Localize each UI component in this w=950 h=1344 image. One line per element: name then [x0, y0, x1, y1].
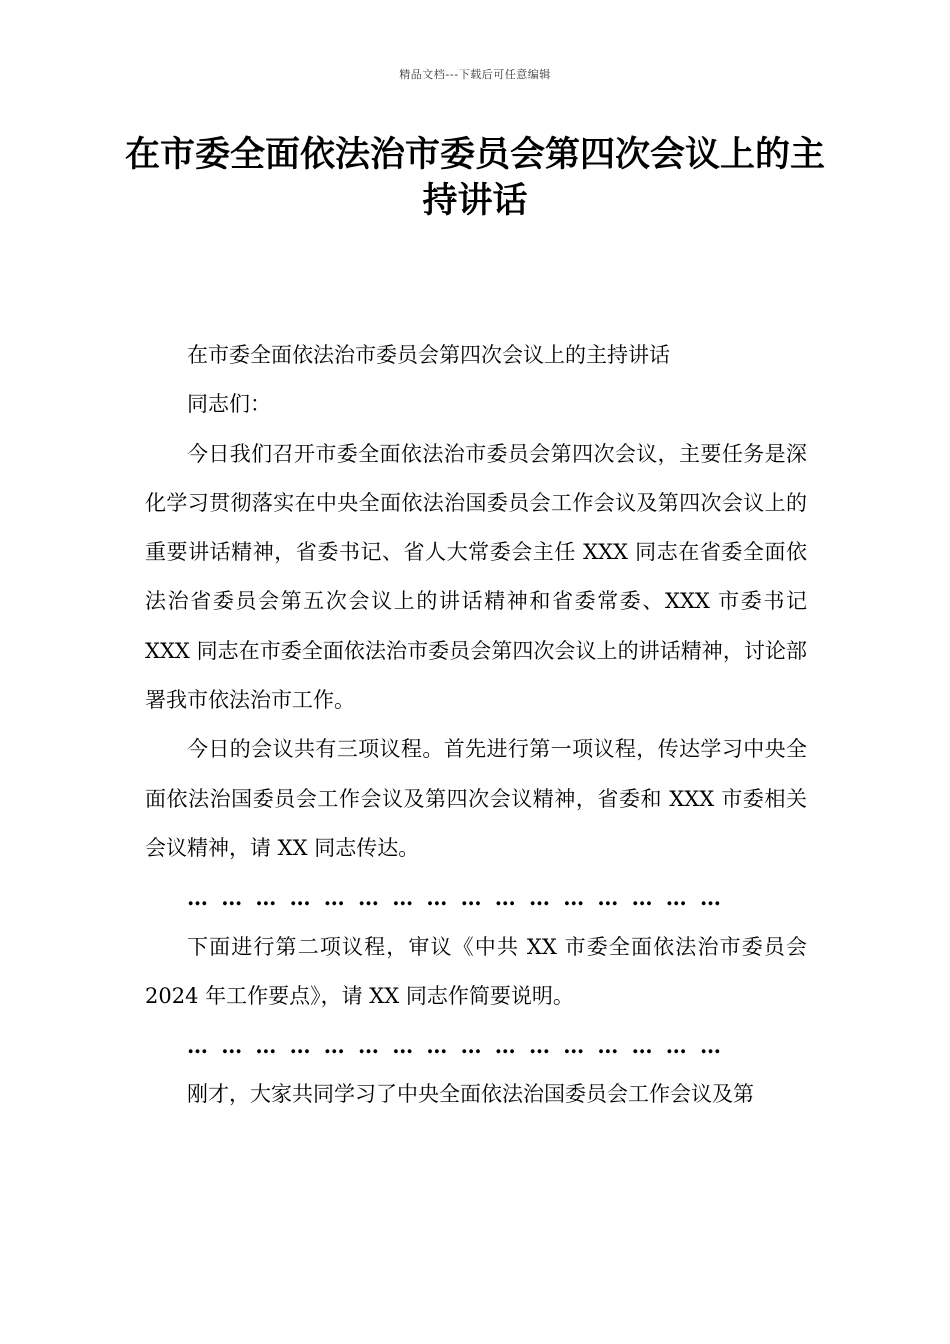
document-title: 在市委全面依法治市委员会第四次会议上的主持讲话	[124, 135, 825, 221]
paragraph-agenda-two: 下面进行第二项议程，审议《中共 XX 市委全面依法治市委员会 2024 年工作要点》，请 XX 同志作简要说明。	[145, 934, 807, 1008]
page-header: 精品文档---下载后可任意编辑	[399, 68, 551, 81]
paragraph-opening: 今日我们召开市委全面依法治市委员会第四次会议，主要任务是深化学习贯彻落实在中央全面依法治国委员会工作会议及第四次会议上的重要讲话精神，省委书记、省人大常委会主任 XXX 同志在省委全面依法治省委员会第五次会议上的讲话精神和省委常委、XXX 市委书记 XXX 同志在市委全面依法治市委员会第四次会议上的讲话精神，讨论部署我市依法治市工作。	[145, 441, 807, 713]
document-body	[145, 331, 807, 1120]
paragraph-closing: 刚才，大家共同学习了中央全面依法治国委员会工作会议及第	[187, 1082, 754, 1107]
paragraph-salutation: 同志们：	[187, 392, 271, 417]
paragraph-agenda-one: 今日的会议共有三项议程。首先进行第一项议程，传达学习中央全面依法治国委员会工作会议及第四次会议精神，省委和 XXX 市委相关会议精神，请 XX 同志传达。	[145, 737, 807, 860]
ellipsis-separator: …………………………………………	[187, 885, 735, 911]
ellipsis-separator: …………………………………………	[187, 1033, 735, 1059]
paragraph-subtitle: 在市委全面依法治市委员会第四次会议上的主持讲话	[187, 343, 670, 367]
